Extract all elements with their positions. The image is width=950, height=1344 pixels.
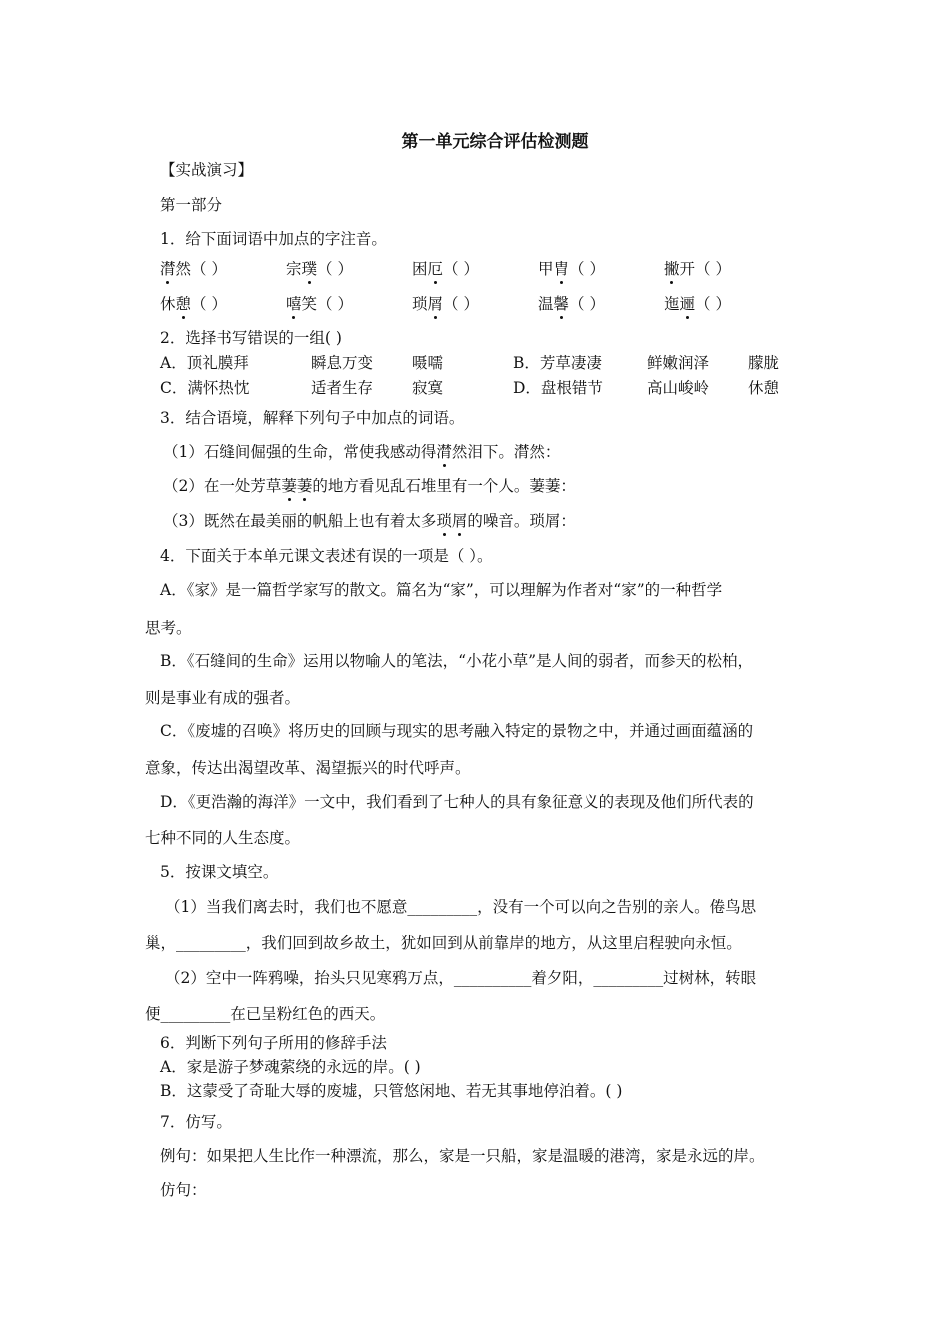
page-title: 第一单元综合评估检测题 [401, 132, 589, 152]
q4-option-d-line1: D．《更浩瀚的海洋》一文中，我们看到了七种人的具有象征意义的表现及他们所代表的 [160, 793, 754, 811]
q6-stem: 6．判断下列句子所用的修辞手法 [160, 1034, 387, 1052]
q1-item: 嘻笑（ ） [286, 295, 353, 313]
q2-option: 寂寞 [412, 379, 444, 397]
q4-option-c-line2: 意象，传达出渴望改革、渴望振兴的时代呼声。 [145, 759, 471, 777]
q5-fill-1b: 巢，_________，我们回到故乡故土，犹如回到从前靠岸的地方，从这里启程驶向永恒。 [145, 934, 742, 952]
emphasis-char: 萋 [296, 477, 313, 495]
q4-option-d-line2: 七种不同的人生态度。 [145, 829, 301, 847]
q2-option: 嗫嚅 [412, 354, 444, 372]
q1-item: 甲胄（ ） [538, 260, 605, 278]
q7-answer-label: 仿句： [160, 1181, 207, 1199]
emphasis-char: 萋 [281, 477, 297, 495]
q1-item: 温馨（ ） [538, 295, 605, 313]
emphasis-char: 潸 [160, 260, 176, 278]
q3-sentence-2: （2）在一处芳草萋萋的地方看见乱石堆里有一个人。萋萋： [163, 477, 576, 495]
emphasis-char: 潸 [436, 443, 452, 461]
q1-item: 撇开（ ） [664, 260, 731, 278]
emphasis-char: 屑 [451, 512, 468, 530]
q3-sentence-1: （1）石缝间倔强的生命，常使我感动得潸然泪下。潸然： [163, 443, 561, 461]
q2-option: 适者生存 [311, 379, 374, 397]
part-heading: 第一部分 [160, 196, 223, 214]
q2-option: A．顶礼膜拜 [160, 354, 249, 372]
emphasis-char: 逦 [679, 295, 696, 313]
emphasis-char: 琐 [436, 512, 452, 530]
q4-option-a-line1: A．《家》是一篇哲学家写的散文。篇名为“家”，可以理解为作者对“家”的一种哲学 [160, 581, 723, 599]
q5-fill-2b: 便_________在已呈粉红色的西天。 [145, 1005, 386, 1023]
emphasis-char: 厄 [427, 260, 444, 278]
q7-stem: 7．仿写。 [160, 1113, 232, 1131]
q3-stem: 3．结合语境，解释下列句子中加点的词语。 [160, 409, 465, 427]
emphasis-char: 胄 [553, 260, 570, 278]
q2-option: 高山峻岭 [647, 379, 710, 397]
q2-option: 朦胧 [748, 354, 780, 372]
q4-option-c-line1: C．《废墟的召唤》将历史的回顾与现实的思考融入特定的景物之中，并通过画面蕴涵的 [160, 722, 754, 740]
emphasis-char: 憩 [175, 295, 192, 313]
q2-option: D．盘根错节 [513, 379, 603, 397]
emphasis-char: 璞 [301, 260, 318, 278]
q2-option: 瞬息万变 [311, 354, 374, 372]
q2-option: 鲜嫩润泽 [647, 354, 710, 372]
emphasis-char: 嘻 [286, 295, 302, 313]
q1-item: 宗璞（ ） [286, 260, 353, 278]
q2-stem: 2．选择书写错误的一组( ) [160, 329, 342, 347]
q1-item: 休憩（ ） [160, 295, 227, 313]
emphasis-char: 屑 [427, 295, 444, 313]
q1-stem: 1．给下面词语中加点的字注音。 [160, 230, 387, 248]
q1-item: 潸然（ ） [160, 260, 227, 278]
emphasis-char: 馨 [553, 295, 570, 313]
q5-stem: 5．按课文填空。 [160, 863, 279, 881]
q6-option-a: A．家是游子梦魂萦绕的永远的岸。( ) [160, 1058, 421, 1076]
q5-fill-2a: （2）空中一阵鸦噪，抬头只见寒鸦万点，__________着夕阳，_________过树林，转眼 [165, 969, 757, 987]
q4-option-b-line1: B．《石缝间的生命》运用以物喻人的笔法，“小花小草”是人间的弱者，而参天的松柏， [160, 652, 753, 670]
q1-item: 迤逦（ ） [664, 295, 731, 313]
section-tag: 【实战演习】 [160, 161, 254, 179]
q2-option: B．芳草凄凄 [513, 354, 602, 372]
q7-example: 例句：如果把人生比作一种漂流，那么，家是一只船，家是温暖的港湾，家是永远的岸。 [160, 1147, 765, 1165]
q1-item: 琐屑（ ） [412, 295, 479, 313]
emphasis-char: 撇 [664, 260, 680, 278]
q2-option: C．满怀热忱 [160, 379, 250, 397]
q5-fill-1a: （1）当我们离去时，我们也不愿意_________，没有一个可以向之告别的亲人。倦鸟思 [165, 898, 757, 916]
q4-option-a-line2: 思考。 [145, 619, 192, 637]
q4-stem: 4．下面关于本单元课文表述有误的一项是（ ）。 [160, 547, 493, 565]
q6-option-b: B．这蒙受了奇耻大辱的废墟，只管悠闲地、若无其事地停泊着。( ) [160, 1082, 623, 1100]
q4-option-b-line2: 则是事业有成的强者。 [145, 689, 301, 707]
q3-sentence-3: （3）既然在最美丽的帆船上也有着太多琐屑的噪音。琐屑： [163, 512, 576, 530]
q1-item: 困厄（ ） [412, 260, 479, 278]
q2-option: 休憩 [748, 379, 780, 397]
